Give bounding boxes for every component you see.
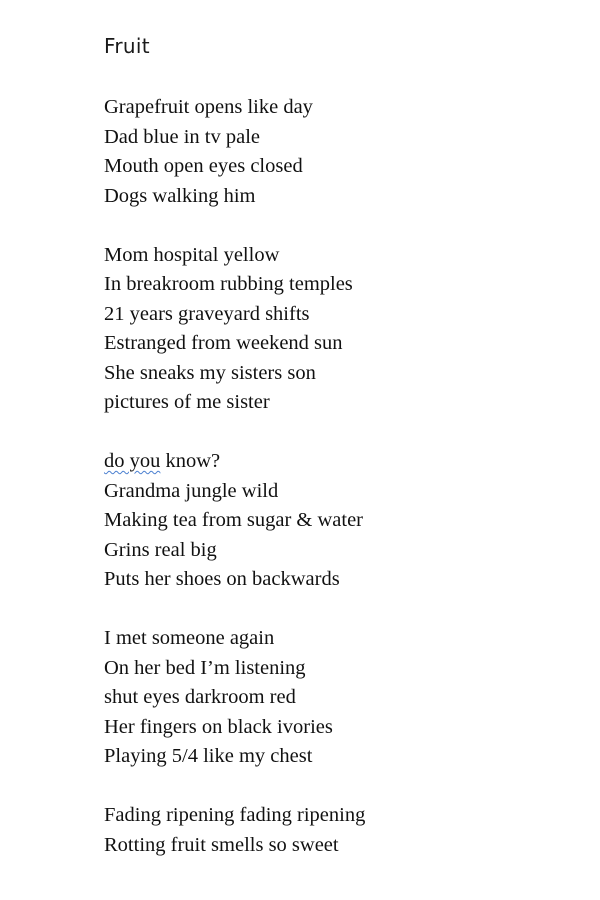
poem-body: [104, 93, 564, 890]
stanza-5: [104, 801, 564, 860]
poem-title: Fruit: [104, 34, 150, 58]
spellcheck-flagged-text[interactable]: do you: [104, 450, 161, 472]
poem-line: Grapefruit opens like day: [104, 96, 313, 118]
poem-line: Dad blue in tv pale: [104, 125, 260, 148]
poem-line: 21 years graveyard shifts: [104, 302, 310, 325]
poem-line: Playing 5/4 like my chest: [104, 745, 313, 767]
poem-line: pictures of me sister: [104, 391, 270, 413]
poem-line: She sneaks my sisters son: [104, 361, 316, 384]
poem-line: Fading ripening fading ripening: [104, 804, 366, 826]
stanza-3: [104, 447, 564, 595]
poem-line: Her fingers on black ivories: [104, 715, 333, 738]
poem-line: Grins real big: [104, 538, 217, 561]
poem-line: In breakroom rubbing temples: [104, 273, 353, 295]
poem-line-rest: know?: [160, 450, 221, 472]
poem-line: I met someone again: [104, 627, 275, 649]
poem-line: Puts her shoes on backwards: [104, 568, 340, 590]
stanza-2: [104, 241, 564, 418]
poem-line: Estranged from weekend sun: [104, 332, 343, 354]
stanza-4: [104, 624, 564, 772]
poem-line: [104, 447, 564, 477]
poem-line: Mouth open eyes closed: [104, 155, 303, 177]
poem-line: Grandma jungle wild: [104, 479, 279, 502]
poem-line: Mom hospital yellow: [104, 243, 280, 266]
poem-line: Dogs walking him: [104, 184, 256, 207]
poem-line: shut eyes darkroom red: [104, 686, 296, 708]
poem-line: On her bed I’m listening: [104, 656, 306, 679]
poem-line: Making tea from sugar & water: [104, 509, 364, 531]
stanza-1: [104, 93, 564, 211]
poem-line: Rotting fruit smells so sweet: [104, 833, 339, 856]
